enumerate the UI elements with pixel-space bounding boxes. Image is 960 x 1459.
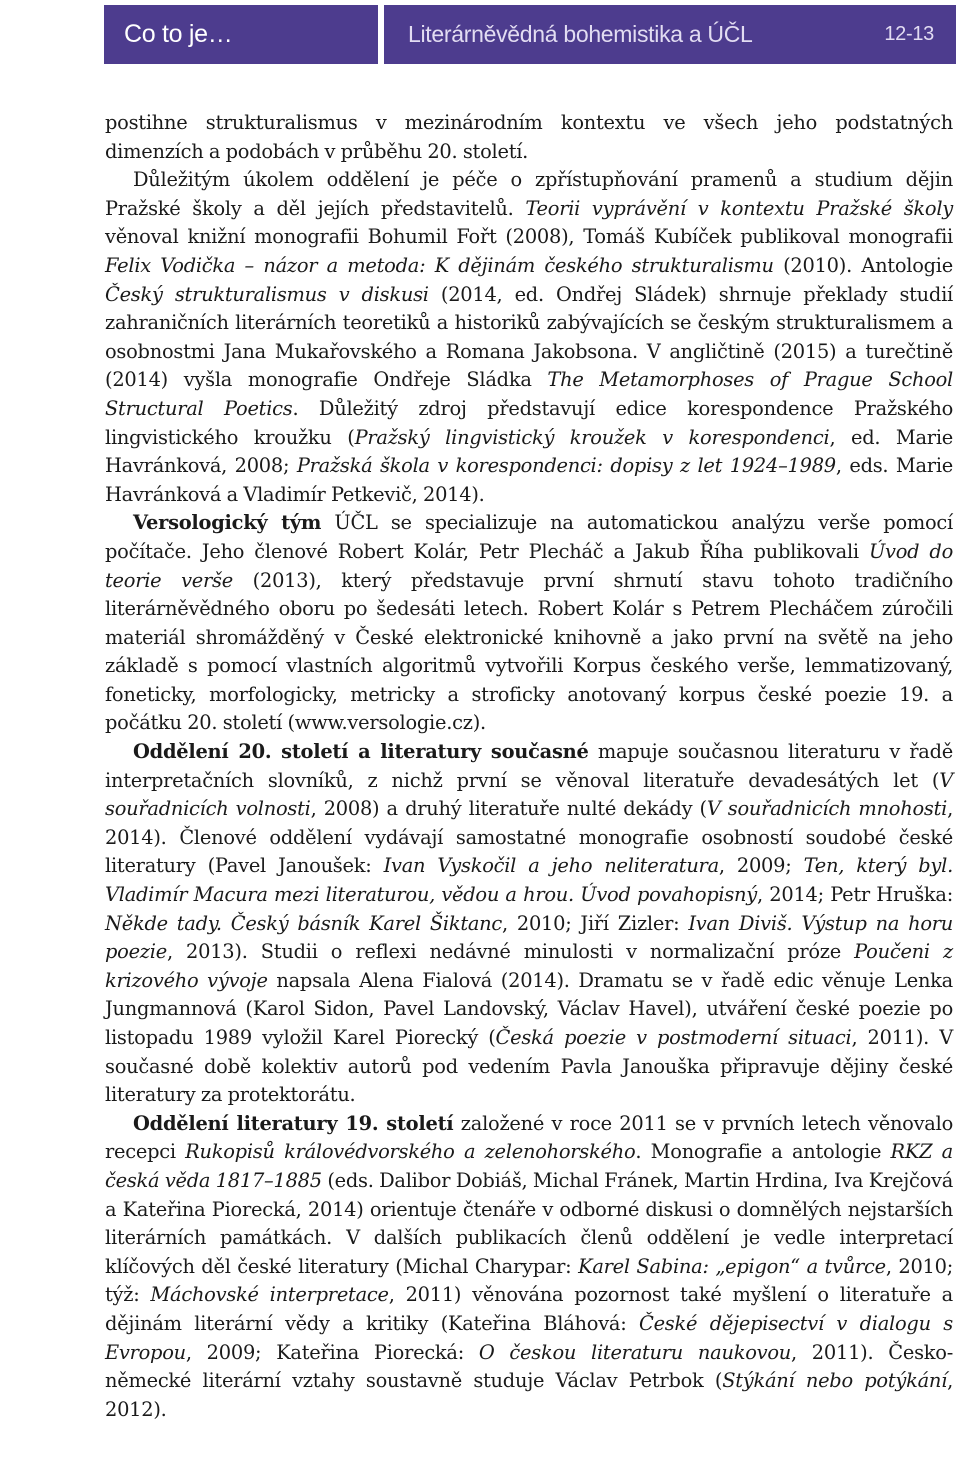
book-title: Úvod do teorie verše <box>105 539 953 592</box>
text-run: mapuje současnou literaturu v řadě interpretačních slovníků, z nichž první se věnoval literatuře devadesátých let ( <box>105 740 953 792</box>
book-title: Ten, který byl. Vladimír Macura mezi literaturou, vědou a hrou. Úvod povahopisný <box>105 854 953 907</box>
chapter-bar <box>384 5 956 64</box>
text-run: , 2010; Jiří Zizler: <box>502 911 689 935</box>
page-numbers: 12-13 <box>884 23 934 45</box>
book-title: Rukopisů královédvorského a zelenohorského <box>185 1140 636 1164</box>
chapter-title: Literárněvědná bohemistika a ÚČL <box>408 21 753 47</box>
book-title: Pražský lingvistický kroužek v korespondenci <box>354 425 830 449</box>
book-title: Karel Sabina: „epigon“ a tvůrce <box>578 1254 886 1278</box>
text-run: (2014, ed. Ondřej Sládek) shrnuje překlady studií zahraničních literárních teoretiků a historiků zabývajících se českým strukturalismem a osobnostmi Jana Mukařovského a Romana Jakobsona. V angličtině (2015) a turečtině (2014) vyšla monografie Ondřeje Sládka <box>105 282 953 392</box>
paragraph-19th-century-dept <box>105 1110 953 1425</box>
book-title: Felix Vodička – názor a metoda: K dějinám českého strukturalismu <box>105 253 774 277</box>
book-title: Ivan Vyskočil a jeho neliteratura <box>383 854 719 878</box>
book-title: The Metamorphoses of Prague School Structural Poetics <box>105 368 953 420</box>
text-run: , 2013). Studii o reflexi nedávné minulosti v normalizační próze <box>166 940 855 964</box>
paragraph-continuation <box>105 109 953 166</box>
page-header <box>104 5 956 64</box>
book-title: V souřadnicích mnohosti <box>706 797 948 821</box>
book-title: Poučeni z krizového vývoje <box>105 940 953 992</box>
text-run: , 2011). V současné době kolektiv autorů pod vedením Pavla Janouška připravuje dějiny české literatury za protektorátu. <box>105 1026 953 1107</box>
text-run: (2010). Antologie <box>773 253 953 277</box>
text-run: , 2011) věnována pozornost také myšlení o literatuře a dějinám literární vědy a kritiky (Kateřina Bláhová: <box>105 1283 953 1335</box>
book-title: Pražská škola v korespondenci: dopisy z let 1924–1989 <box>296 454 836 478</box>
text-run: ÚČL se specializuje na automatickou analýzu verše pomocí počítače. Jeho členové Robert Kolár, Petr Plecháč a Jakub Říha publikovali <box>105 511 953 563</box>
text-run: . Důležitý zdroj představují edice korespondence Pražského lingvistického kroužku ( <box>105 396 954 449</box>
book-title: Teorii vyprávění v kontextu Pražské školy <box>525 196 953 220</box>
book-title: Česká poezie v postmoderní situaci <box>495 1026 852 1049</box>
paragraph-versology-team <box>105 509 953 738</box>
section-tab <box>104 5 378 64</box>
text-run: , 2008) a druhý literatuře nulté dekády ( <box>310 797 707 821</box>
text-run: , eds. Marie Havránková a Vladimír Petkevič, 2014). <box>105 454 953 506</box>
text-run: , 2009; Kateřina Piorecká: <box>185 1340 479 1364</box>
text-run: , 2014; Petr Hruška: <box>757 883 953 907</box>
text-run: . Monografie a antologie <box>635 1140 891 1164</box>
book-title: Český strukturalismus v diskusi <box>105 282 429 306</box>
text-run: věnoval knižní monografii Bohumil Fořt (2008), Tomáš Kubíček publikoval monografii <box>105 225 953 249</box>
text-run: (2013), který představuje první shrnutí stavu tohoto tradičního literárněvědného oboru po šedesáti letech. Robert Kolár s Petrem Plecháčem zúročili materiál shromážděný v České elektronické knihovně a jako první na světě na jeho základě s pomocí vlastních algoritmů vytvořili Korpus českého verše, lemmatizovaný, foneticky, morfologicky, metricky a stroficky anotovaný korpus české poezie 19. a počátku 20. století (www.versologie.cz). <box>105 568 953 735</box>
book-title: České dějepisectví v dialogu s Evropou <box>105 1311 953 1364</box>
paragraph-20th-century-dept <box>105 738 953 1110</box>
book-title: RKZ a česká věda 1817–1885 <box>105 1140 953 1192</box>
text-run: Důležitým úkolem oddělení je péče o zpřístupňování pramenů a studium dějin Pražské školy a děl jejích představitelů. <box>105 168 953 220</box>
department-name: Versologický tým <box>133 511 322 535</box>
text-run: , ed. Marie Havránková, 2008; <box>105 425 953 478</box>
department-name: Oddělení 20. století a literatury současné <box>133 740 589 764</box>
body-text <box>105 109 953 1424</box>
department-name: Oddělení literatury 19. století <box>133 1111 454 1135</box>
text-run: založené v roce 2011 se v prvních letech věnovalo recepci <box>105 1111 953 1164</box>
book-title: Někde tady. Český básník Karel Šiktanc <box>105 911 503 935</box>
text-run: postihne strukturalismus v mezinárodním kontextu ve všech jeho podstatných dimenzích a podobách v průběhu 20. století. <box>105 111 953 163</box>
paragraph-prague-school <box>105 166 953 509</box>
book-title: Ivan Diviš. Výstup na horu poezie <box>105 911 954 964</box>
text-run: , 2010; týž: <box>105 1254 953 1307</box>
book-title: O českou literaturu naukovou <box>478 1340 792 1364</box>
book-title: Stýkání nebo potýkání <box>722 1369 948 1393</box>
text-run: (eds. Dalibor Dobiáš, Michal Fránek, Martin Hrdina, Iva Krejčová a Kateřina Piorecká, 2014) orientuje čtenáře v odborné diskusi o domnělých nejstarších literárních památkách. V dalších publikacích členů oddělení je vedle interpretací klíčových děl české literatury (Michal Charypar: <box>105 1168 954 1278</box>
book-title: Máchovské interpretace <box>150 1283 389 1307</box>
text-run: napsala Alena Fialová (2014). Dramatu se v řadě edic věnuje Lenka Jungmannová (Karol Sidon, Pavel Landovský, Václav Havel), utváření české poezie po listopadu 1989 vyložil Karel Piorecký ( <box>105 968 953 1049</box>
text-run: , 2012). <box>105 1369 953 1421</box>
book-title: V souřadnicích volnosti <box>105 768 953 821</box>
text-run: , 2009; <box>718 854 804 878</box>
text-run: , 2011). Česko-německé literární vztahy soustavně studuje Václav Petrbok ( <box>105 1340 953 1393</box>
text-run: , 2014). Členové oddělení vydávají samostatné monografie osobností soudobé české literatury (Pavel Janoušek: <box>105 797 953 878</box>
section-title: Co to je… <box>124 20 233 48</box>
